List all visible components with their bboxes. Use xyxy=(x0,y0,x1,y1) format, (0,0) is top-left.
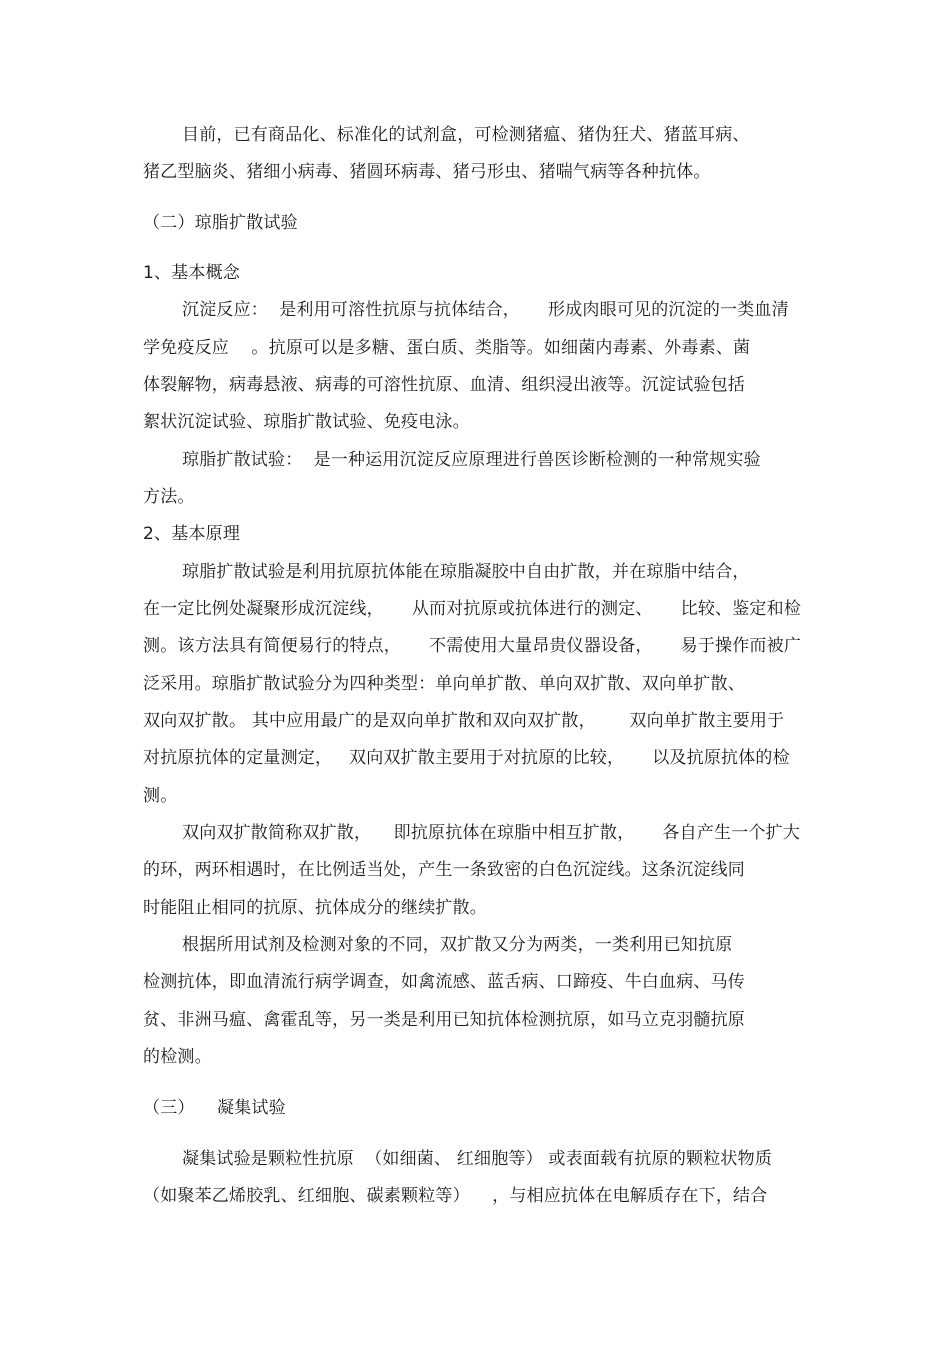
paragraph-line: 沉淀反应： 是利用可溶性抗原与抗体结合， 形成肉眼可见的沉淀的一类血清 xyxy=(182,300,789,320)
section-heading: （二）琼脂扩散试验 xyxy=(143,213,298,233)
paragraph-line: 学免疫反应 。抗原可以是多糖、蛋白质、类脂等。如细菌内毒素、外毒素、菌 xyxy=(143,338,751,358)
subsection-heading: 1、基本概念 xyxy=(143,263,241,283)
paragraph-line: 琼脂扩散试验： 是一种运用沉淀反应原理进行兽医诊断检测的一种常规实验 xyxy=(182,450,761,470)
paragraph-line: 双向双扩散简称双扩散， 即抗原抗体在琼脂中相互扩散， 各自产生一个扩大 xyxy=(182,823,801,843)
paragraph-line: 在一定比例处凝聚形成沉淀线， 从而对抗原或抗体进行的测定、 比较、鉴定和检 xyxy=(143,599,802,619)
paragraph-line: 检测抗体，即血清流行病学调查，如禽流感、蓝舌病、口蹄疫、牛白血病、马传 xyxy=(143,972,745,992)
section-heading: （三） 凝集试验 xyxy=(143,1098,286,1118)
paragraph-line: 琼脂扩散试验是利用抗原抗体能在琼脂凝胶中自由扩散，并在琼脂中结合， xyxy=(182,562,750,582)
paragraph-line: 根据所用试剂及检测对象的不同，双扩散又分为两类，一类利用已知抗原 xyxy=(182,935,733,955)
paragraph-line: 双向双扩散。 其中应用最广的是双向单扩散和双向双扩散， 双向单扩散主要用于 xyxy=(143,711,785,731)
paragraph-line: 目前，已有商品化、标准化的试剂盒，可检测猪瘟、猪伪狂犬、猪蓝耳病、 xyxy=(182,125,750,145)
paragraph-line: 贫、非洲马瘟、禽霍乱等，另一类是利用已知抗体检测抗原，如马立克羽髓抗原 xyxy=(143,1010,745,1030)
paragraph-line: 方法。 xyxy=(143,487,195,507)
paragraph-line: 猪乙型脑炎、猪细小病毒、猪圆环病毒、猪弓形虫、猪喘气病等各种抗体。 xyxy=(143,162,711,182)
paragraph-line: 体裂解物，病毒悬液、病毒的可溶性抗原、血清、组织浸出液等。沉淀试验包括 xyxy=(143,375,745,395)
paragraph-line: 测。 xyxy=(143,786,178,806)
paragraph-line: 测。该方法具有简便易行的特点， 不需使用大量昂贵仪器设备， 易于操作而被广 xyxy=(143,636,802,656)
paragraph-line: 时能阻止相同的抗原、抗体成分的继续扩散。 xyxy=(143,898,487,918)
subsection-heading: 2、基本原理 xyxy=(143,524,241,544)
paragraph-line: 的环，两环相遇时，在比例适当处，产生一条致密的白色沉淀线。这条沉淀线同 xyxy=(143,860,745,880)
paragraph-line: 凝集试验是颗粒性抗原 （如细菌、 红细胞等） 或表面载有抗原的颗粒状物质 xyxy=(182,1149,773,1169)
paragraph-line: 泛采用。琼脂扩散试验分为四种类型：单向单扩散、单向双扩散、双向单扩散、 xyxy=(143,674,745,694)
paragraph-line: 絮状沉淀试验、琼脂扩散试验、免疫电泳。 xyxy=(143,412,470,432)
paragraph-line: （如聚苯乙烯胶乳、红细胞、碳素颗粒等） ，与相应抗体在电解质存在下，结合 xyxy=(143,1186,768,1206)
paragraph-line: 的检测。 xyxy=(143,1047,212,1067)
paragraph-line: 对抗原抗体的定量测定， 双向双扩散主要用于对抗原的比较， 以及抗原抗体的检 xyxy=(143,748,790,768)
